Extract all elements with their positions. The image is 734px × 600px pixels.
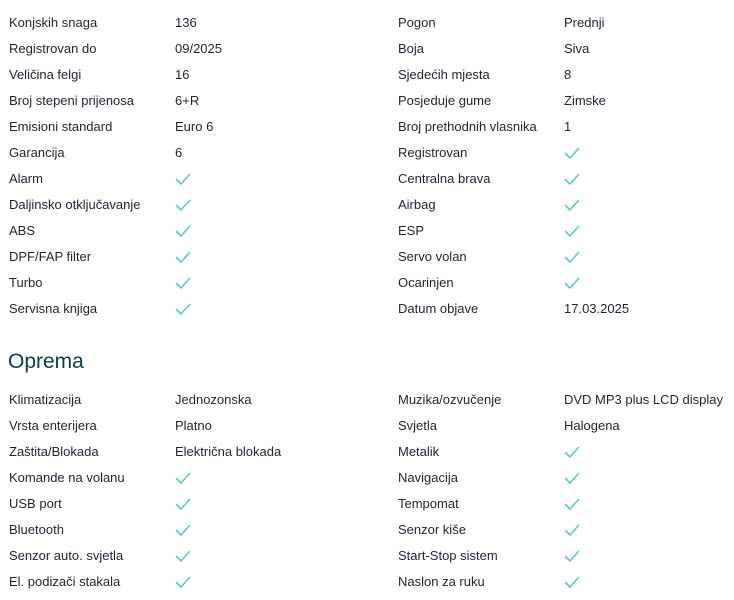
- spec-label: Start-Stop sistem: [398, 548, 498, 563]
- check-icon: [175, 197, 191, 213]
- vehicle-details-table: [0, 10, 734, 322]
- equipment-table: [0, 387, 734, 595]
- check-icon: [175, 171, 191, 187]
- check-icon: [175, 223, 191, 239]
- spec-value: 136: [175, 15, 197, 30]
- spec-label: Muzika/ozvučenje: [398, 392, 502, 407]
- spec-row: [0, 114, 734, 140]
- spec-row: [0, 465, 734, 491]
- check-icon: [564, 145, 580, 161]
- spec-row: [0, 192, 734, 218]
- spec-row: [0, 62, 734, 88]
- spec-label: Pogon: [398, 15, 436, 30]
- spec-value: Euro 6: [175, 119, 214, 134]
- spec-row: [0, 218, 734, 244]
- check-icon: [564, 496, 580, 512]
- spec-label: Airbag: [398, 197, 436, 212]
- spec-row: [0, 166, 734, 192]
- spec-value: 16: [175, 67, 190, 82]
- spec-label: USB port: [9, 496, 62, 511]
- spec-label: Senzor auto. svjetla: [9, 548, 124, 563]
- spec-label: Daljinsko otključavanje: [9, 197, 141, 212]
- check-icon: [175, 574, 191, 590]
- spec-label: Senzor kiše: [398, 522, 466, 537]
- check-icon: [564, 223, 580, 239]
- check-icon: [175, 275, 191, 291]
- spec-label: Turbo: [9, 275, 43, 290]
- spec-value: Električna blokada: [175, 444, 282, 459]
- spec-value: 6+R: [175, 93, 200, 108]
- spec-value: Siva: [564, 41, 590, 56]
- spec-value: Jednozonska: [175, 392, 252, 407]
- spec-label: Bluetooth: [9, 522, 64, 537]
- spec-row: [0, 88, 734, 114]
- check-icon: [175, 470, 191, 486]
- spec-row: [0, 140, 734, 166]
- spec-label: Ocarinjen: [398, 275, 454, 290]
- spec-row: [0, 36, 734, 62]
- spec-label: ESP: [398, 223, 425, 238]
- spec-label: Emisioni standard: [9, 119, 113, 134]
- spec-value: 17.03.2025: [564, 301, 630, 316]
- spec-label: Registrovan: [398, 145, 468, 160]
- spec-value: 6: [175, 145, 183, 160]
- spec-value: 8: [564, 67, 572, 82]
- spec-label: ABS: [9, 223, 36, 238]
- spec-label: DPF/FAP filter: [9, 249, 92, 264]
- spec-label: Posjeduje gume: [398, 93, 492, 108]
- spec-value: 09/2025: [175, 41, 222, 56]
- spec-label: Tempomat: [398, 496, 459, 511]
- spec-row: [0, 413, 734, 439]
- check-icon: [564, 574, 580, 590]
- check-icon: [564, 444, 580, 460]
- check-icon: [564, 548, 580, 564]
- check-icon: [564, 249, 580, 265]
- spec-label: Klimatizacija: [9, 392, 82, 407]
- check-icon: [564, 171, 580, 187]
- spec-value: 1: [564, 119, 572, 134]
- spec-label: Zaštita/Blokada: [9, 444, 99, 459]
- spec-label: Boja: [398, 41, 425, 56]
- spec-row: [0, 296, 734, 322]
- spec-row: [0, 569, 734, 595]
- spec-label: El. podizači stakala: [9, 574, 121, 589]
- spec-label: Navigacija: [398, 470, 458, 485]
- spec-row: [0, 543, 734, 569]
- check-icon: [175, 548, 191, 564]
- spec-value: Halogena: [564, 418, 620, 433]
- spec-value: Zimske: [564, 93, 606, 108]
- spec-row: [0, 517, 734, 543]
- spec-row: [0, 491, 734, 517]
- spec-row: [0, 439, 734, 465]
- spec-label: Komande na volanu: [9, 470, 125, 485]
- spec-label: Veličina felgi: [9, 67, 82, 82]
- spec-label: Vrsta enterijera: [9, 418, 97, 433]
- spec-label: Datum objave: [398, 301, 479, 316]
- spec-row: [0, 244, 734, 270]
- spec-value: DVD MP3 plus LCD display: [564, 392, 723, 407]
- check-icon: [175, 496, 191, 512]
- spec-label: Servo volan: [398, 249, 467, 264]
- spec-row: [0, 10, 734, 36]
- check-icon: [564, 470, 580, 486]
- spec-label: Broj stepeni prijenosa: [9, 93, 135, 108]
- spec-label: Naslon za ruku: [398, 574, 485, 589]
- check-icon: [175, 301, 191, 317]
- spec-label: Metalik: [398, 444, 440, 459]
- spec-label: Centralna brava: [398, 171, 491, 186]
- spec-label: Sjedećih mjesta: [398, 67, 490, 82]
- check-icon: [564, 275, 580, 291]
- spec-label: Alarm: [9, 171, 43, 186]
- spec-row: [0, 387, 734, 413]
- check-icon: [564, 197, 580, 213]
- check-icon: [175, 522, 191, 538]
- spec-label: Garancija: [9, 145, 65, 160]
- spec-label: Svjetla: [398, 418, 438, 433]
- spec-row: [0, 270, 734, 296]
- spec-label: Broj prethodnih vlasnika: [398, 119, 537, 134]
- equipment-heading: Oprema: [8, 350, 84, 373]
- spec-value: Prednji: [564, 15, 605, 30]
- spec-label: Registrovan do: [9, 41, 97, 56]
- spec-label: Konjskih snaga: [9, 15, 98, 30]
- spec-value: Platno: [175, 418, 212, 433]
- check-icon: [175, 249, 191, 265]
- check-icon: [564, 522, 580, 538]
- spec-label: Servisna knjiga: [9, 301, 98, 316]
